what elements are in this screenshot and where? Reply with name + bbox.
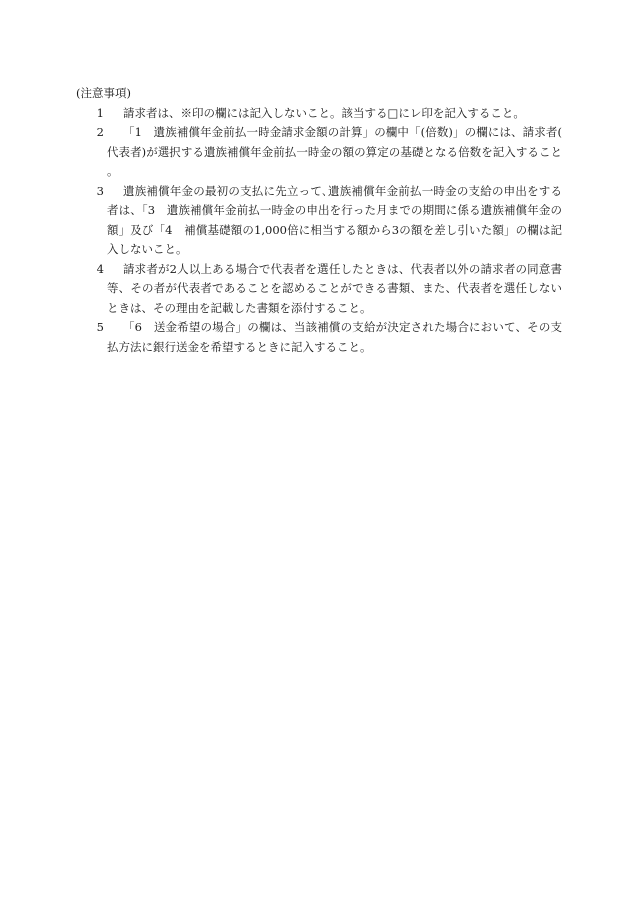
note-text: 「1 遺族補償年金前払一時金請求金額の計算」の欄中「(倍数)」の欄には、請求者(代表者)が選択する遺族補償年金前払一時金の額の算定の基礎となる倍数を記入すること。: [107, 125, 562, 178]
note-item-5: [76, 318, 562, 357]
note-text: 請求者が2人以上ある場合で代表者を選任したときは、代表者以外の請求者の同意書等、その者が代表者であることを認めることができる書類、また、代表者を選任しないときは、その理由を記載した書類を添付すること。: [107, 261, 562, 315]
notes-section: [76, 84, 562, 357]
note-item-4: [76, 260, 562, 319]
notes-heading: (注意事項): [76, 86, 131, 100]
note-number: 2: [96, 125, 104, 139]
note-number: 4: [96, 261, 104, 276]
note-number: 5: [96, 320, 104, 334]
note-item-2: [76, 123, 562, 182]
note-text: 「6 送金希望の場合」の欄は、当該補償の支給が決定された場合において、その支払方法に銀行送金を希望するときに記入すること。: [107, 320, 562, 354]
note-item-3: [76, 182, 562, 260]
note-text: 遺族補償年金の最初の支払に先立って､遺族補償年金前払一時金の支給の申出をする者は、「3 遺族補償年金前払一時金の申出を行った月までの期間に係る遺族補償年金の額」及び「4 補償基礎額の1,000倍に相当する額から3の額を差し引いた額」の欄は記入しないこと。: [107, 183, 562, 256]
note-number: 3: [96, 183, 104, 198]
note-text: 請求者は、※印の欄には記入しないこと。該当する□にレ印を記入すること。: [123, 105, 525, 120]
note-item-1: [76, 104, 562, 124]
note-number: 1: [96, 105, 104, 120]
